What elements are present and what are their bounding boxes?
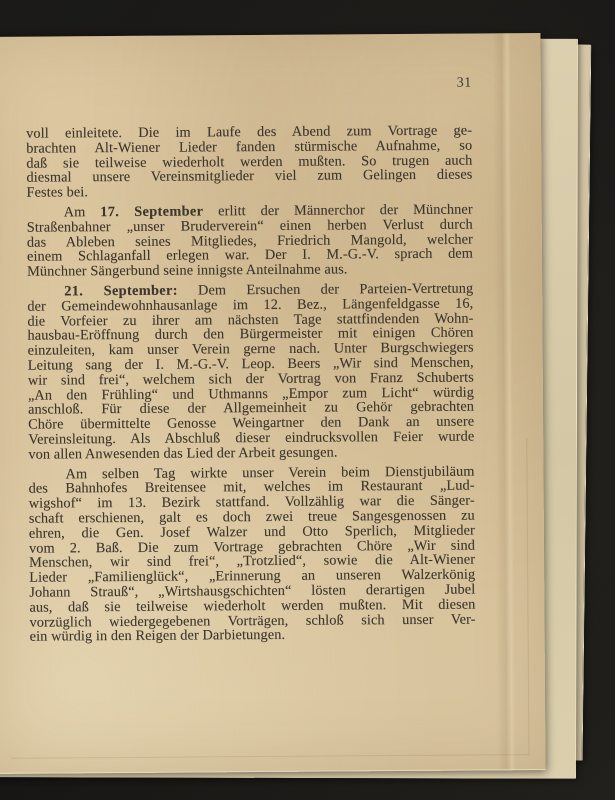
page-number: 31 (456, 75, 472, 91)
body-text: Festes bei. (26, 184, 89, 201)
body-text: anschloß. Für diese der Allgemeinheit zu Gehör gebrachten (27, 398, 475, 418)
text-line (28, 444, 474, 462)
body-text: die Vorfeier zu ihrer am nächsten Tage stattfindenden Wohn- (27, 310, 474, 330)
body-text: vom 2. Baß. Die zum Vortrage gebrachten Chöre „Wir sind (28, 537, 476, 557)
body-text: hausbau-Eröffnung durch den Bürgermeister mit einigen Chören (27, 324, 474, 344)
paragraph (27, 203, 474, 280)
paragraph (26, 124, 473, 201)
body-text: wigshof“ im 13. Bezirk stattfand. Vollzählig war die Sänger- (28, 492, 475, 512)
body-text: diesmal unsere Vereinsmitglieder viel zum Gelingen dieses (26, 166, 473, 187)
body-text: voll einleitete. Die im Laufe des Abend zum Vortrage ge- (26, 122, 473, 142)
body-text: Johann Strauß“, „Wirtshausgschichten“ lösten derartigen Jubel (29, 581, 476, 601)
text-line (26, 168, 472, 186)
body-text: das Ableben seines Mitgliedes, Friedrich Mangold, welcher (26, 231, 473, 251)
body-text: aus, daß sie teilweise wiederholt werden mußten. Mit diesen (29, 596, 476, 616)
body-text: daß sie teilweise wiederholt werden mußten. So trugen auch (26, 152, 473, 172)
body-text: Menschen, wir sind frei“, „Trotzlied“, sowie die Alt-Wiener (29, 551, 476, 571)
bold-date-text: 21. September: (64, 282, 178, 300)
body-text: von allen Anwesenden das Lied der Arbeit gesungen. (28, 444, 338, 463)
body-text: einem Schlaganfall erlegen war. Der I. M.-G.-V. sprach dem (26, 245, 474, 266)
body-text: Chöre übermittelte Genosse Weingartner den Dank an unsere (28, 413, 475, 433)
text-block (26, 124, 476, 645)
body-text: brachten Alt-Wiener Lieder fanden stürmische Aufnahme, so (26, 137, 473, 157)
body-text: Münchner Sängerbund seine innigste Anteilnahme aus. (27, 261, 348, 280)
body-text: Vereinsleitung. Als Abschluß dieser eindrucksvollen Feier wurde (28, 428, 475, 448)
body-text: Straßenbahner „unser Bruderverein“ einen herben Verlust durch (26, 216, 473, 236)
body-text: vorzüglich wiedergegebenen Vorträgen, schloß sich unser Ver- (29, 611, 476, 631)
body-text: erlitt der Männerchor der Münchner (203, 201, 473, 220)
text-line (27, 262, 473, 280)
body-text: Dem Ersuchen der Parteien-Vertretung (177, 280, 474, 299)
paragraph (28, 464, 475, 645)
body-text: Lieder „Familienglück“, „Erinnerung an unseren Walzerkönig (29, 566, 476, 586)
paragraph (27, 281, 474, 462)
body-text: ehren, die Gen. Josef Walzer und Otto Sperlich, Mitglieder (28, 522, 475, 542)
body-text: „An den Frühling“ und Uthmanns „Empor zum Licht“ würdig (27, 384, 474, 404)
body-text: einzuleiten, kam unser Verein gerne nach. Unter Burgschwiegers (27, 339, 474, 359)
body-text: der Gemeindewohnhausanlage im 12. Bez., Längenfeldgasse 16, (27, 295, 474, 315)
body-text: des Bahnhofes Breitensee mit, welches im Restaurant „Lud- (28, 477, 475, 497)
bold-date-text: 17. September (100, 203, 204, 221)
body-text: Am selben Tag wirkte unser Verein beim Dienstjubiläum (65, 463, 475, 482)
body-text: wir sind frei“, welchem sich der Vortrag von Franz Schuberts (27, 369, 474, 389)
body-text: Am (63, 204, 101, 221)
scanned-page (0, 33, 546, 774)
text-line (30, 627, 476, 645)
body-text: ein würdig in den Reigen der Darbietungen. (29, 627, 286, 645)
body-text: schaft erschienen, galt es doch zwei treue Sangesgenossen zu (28, 507, 475, 527)
body-text: Leitung sang der I. M.-G.-V. Leop. Beers „Wir sind Menschen, (27, 354, 474, 374)
